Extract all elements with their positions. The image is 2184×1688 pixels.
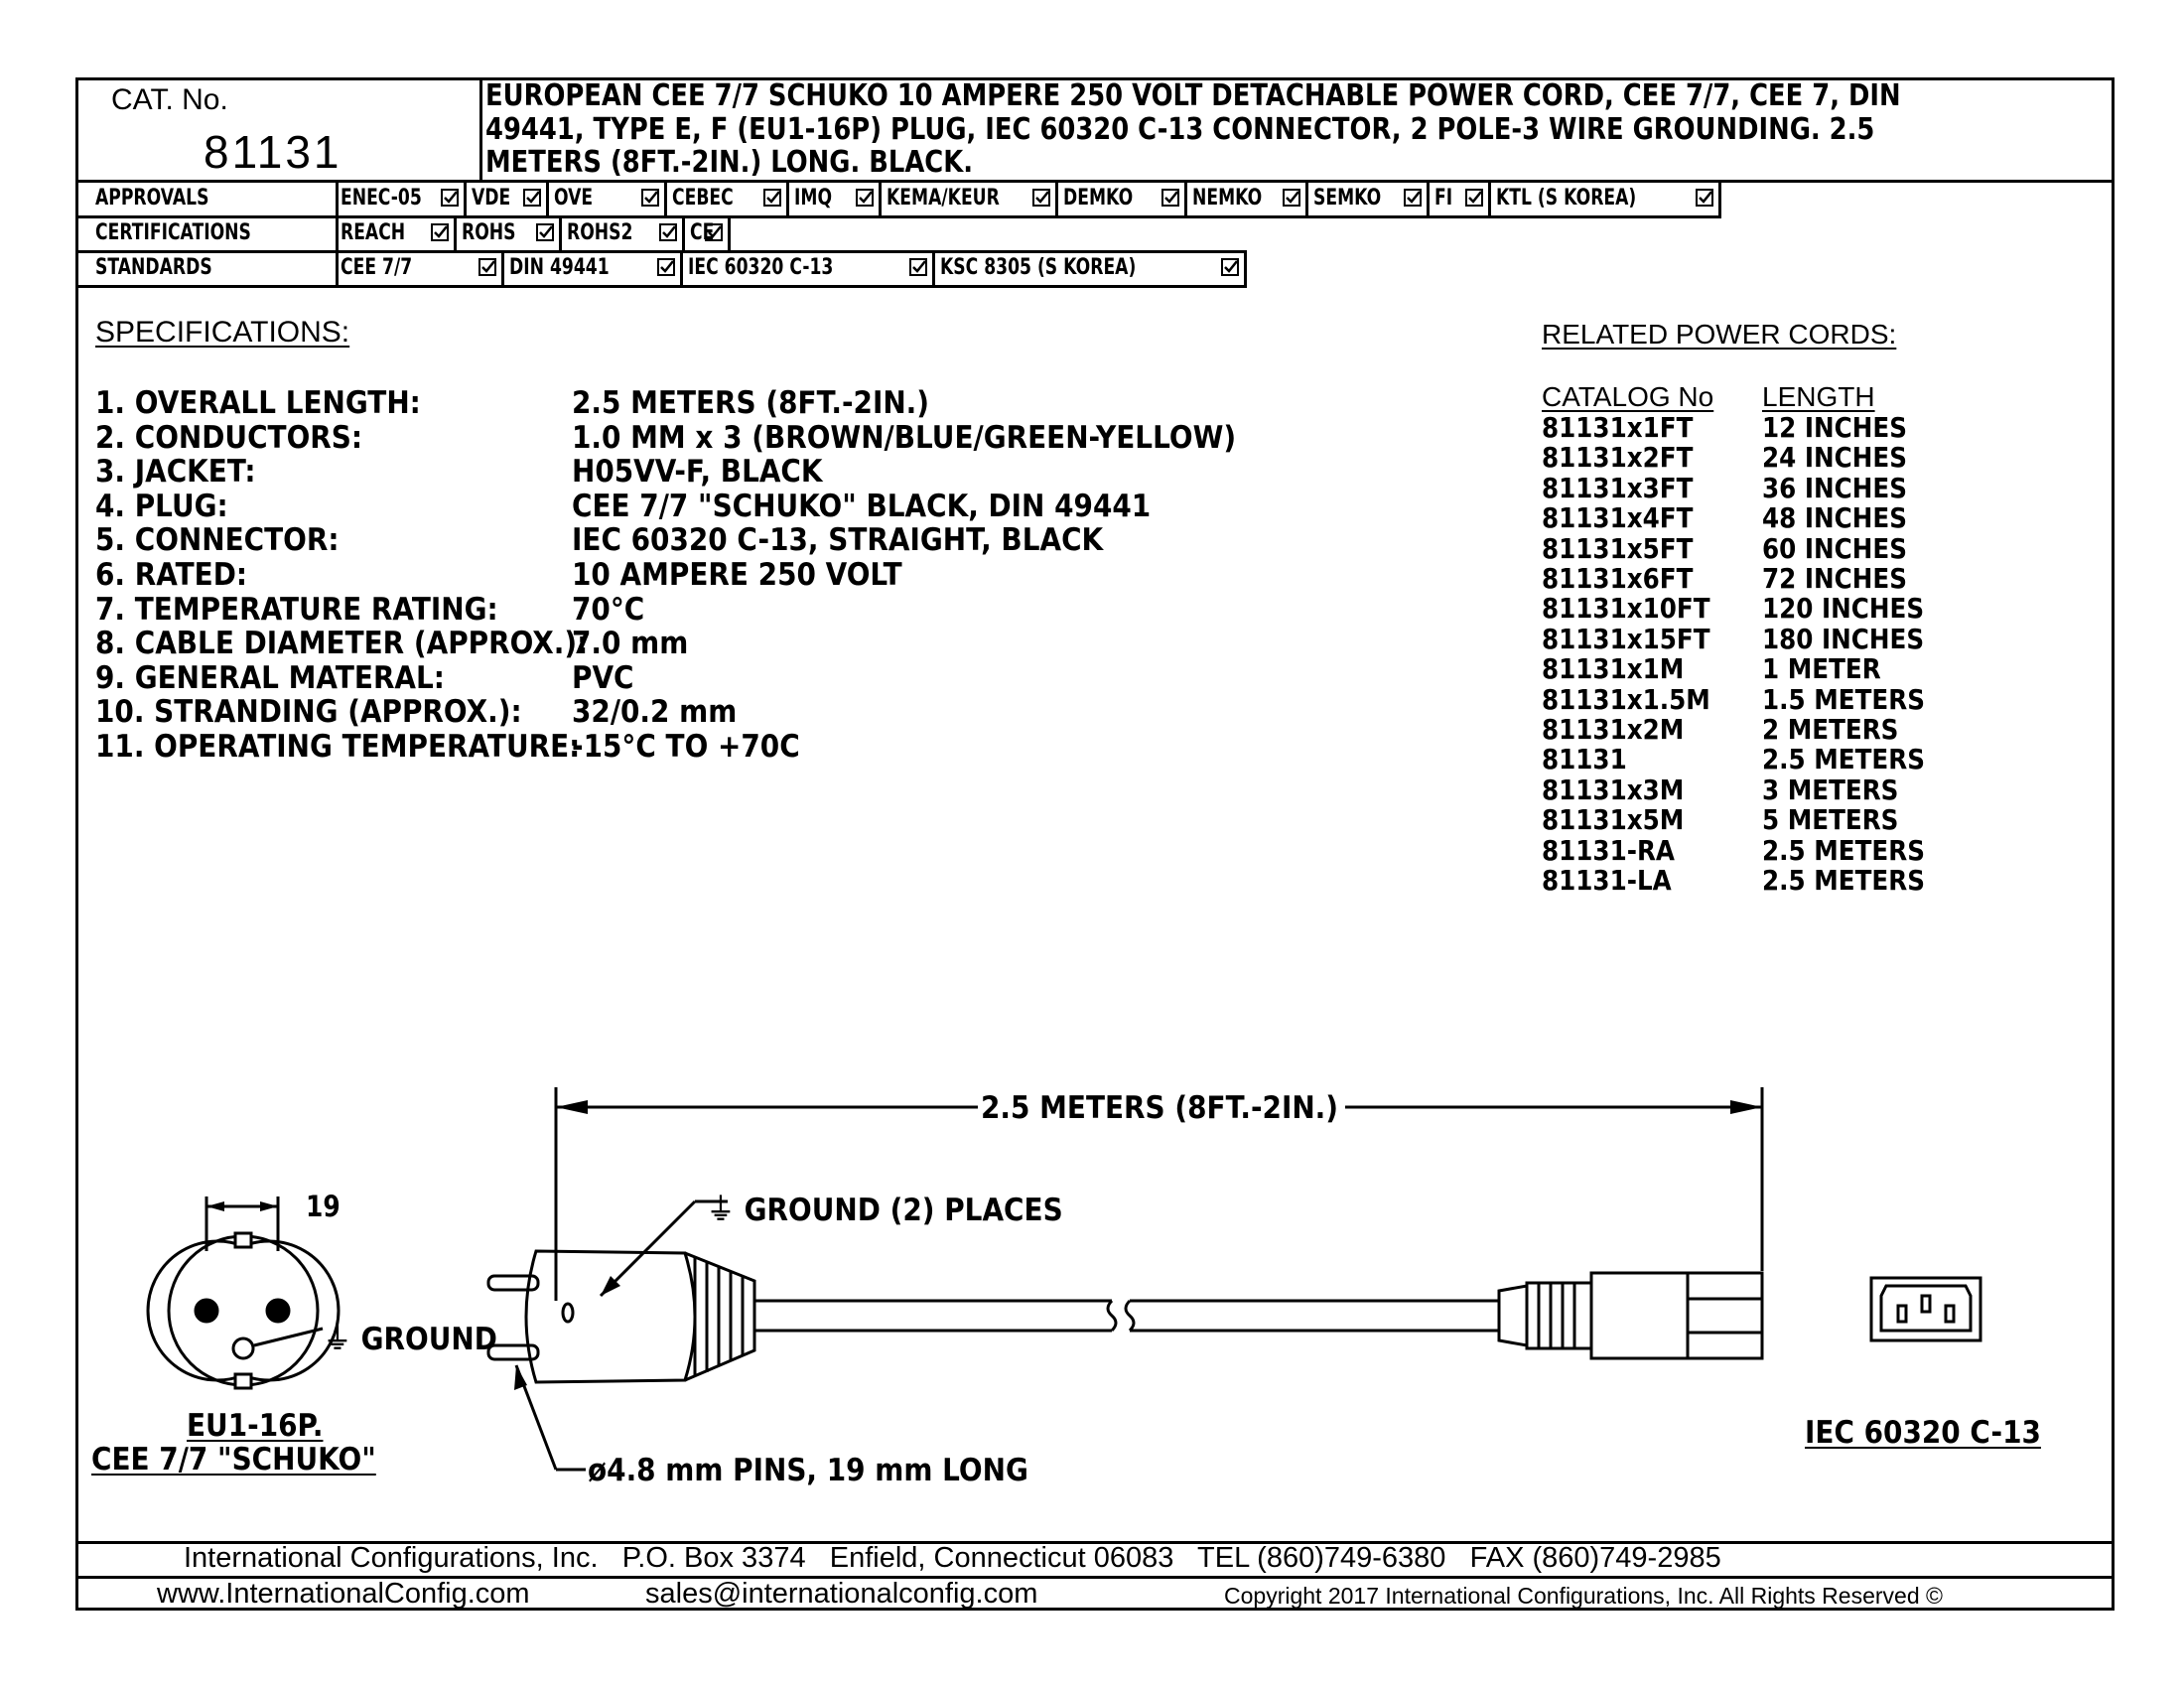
spec-label: 1. OVERALL LENGTH: [95,385,421,421]
spec-value: 2.5 METERS (8FT.-2IN.) [572,385,930,421]
related-catalog: 81131x4FT [1542,501,1694,535]
connector-front-view [1871,1278,1980,1340]
plug-caption-2: CEE 7/7 "SCHUKO" [91,1442,376,1477]
related-length: 1 METER [1762,652,1881,686]
standards-item-label: KSC 8305 (S KOREA) [940,255,1137,280]
related-catalog: 81131x3M [1542,773,1685,806]
cat-number: 81131 [204,126,342,178]
related-length: 36 INCHES [1762,471,1907,504]
related-length: 5 METERS [1762,803,1899,837]
spec-value: H05VV-F, BLACK [572,454,823,491]
footer-copyright: Copyright 2017 International Configurations, Inc. All Rights Reserved © [1224,1583,1943,1609]
certifications-item-label: ROHS [462,220,516,245]
spec-value: 70°C [572,591,645,628]
approvals-item-label: KEMA/KEUR [887,186,1000,211]
related-col-catalog: CATALOG No [1542,381,1714,412]
certifications-item-label: REACH [341,220,406,245]
related-catalog: 81131-LA [1542,864,1672,897]
related-length: 24 INCHES [1762,441,1907,475]
related-length: 12 INCHES [1762,411,1907,444]
approvals-item-label: FI [1434,186,1453,211]
spec-value: PVC [572,659,634,696]
related-length: 3 METERS [1762,773,1899,806]
description-line-2: 49441, TYPE E, F (EU1-16P) PLUG, IEC 60320 C-13 CONNECTOR, 2 POLE-3 WIRE GROUNDING. 2.5 [485,112,1875,147]
related-catalog: 81131x6FT [1542,562,1694,595]
approvals-item-label: VDE [472,186,511,211]
related-length: 2 METERS [1762,713,1899,746]
pins-note: ø4.8 mm PINS, 19 mm LONG [588,1453,1028,1488]
approvals-item-label: CEBEC [672,186,734,211]
spec-label: 9. GENERAL MATERAL: [95,659,445,696]
standards-label: STANDARDS [95,255,212,280]
related-catalog: 81131x3FT [1542,471,1694,504]
plug-side-view [488,1251,1499,1382]
spec-value: 10 AMPERE 250 VOLT [572,557,902,593]
related-catalog: 81131x1M [1542,652,1685,686]
related-length: 72 INCHES [1762,562,1907,595]
standards-item-label: IEC 60320 C-13 [688,255,834,280]
spec-label: 7. TEMPERATURE RATING: [95,591,498,628]
plug-front-view [148,1196,339,1388]
specifications-title: SPECIFICATIONS: [95,316,350,349]
certifications-label: CERTIFICATIONS [95,220,251,245]
spec-label: 11. OPERATING TEMPERATURE: [95,729,581,765]
related-length: 1.5 METERS [1762,682,1925,716]
approvals-item-label: OVE [554,186,594,211]
spec-label: 2. CONDUCTORS: [95,419,363,456]
certifications-item-label: CE [690,220,715,245]
description-line-1: EUROPEAN CEE 7/7 SCHUKO 10 AMPERE 250 VOLT DETACHABLE POWER CORD, CEE 7/7, CEE 7, DIN [485,78,1901,113]
plug-caption-1: EU1-16P. [187,1408,324,1444]
spec-value: -15°C TO +70C [572,729,800,765]
cat-label: CAT. No. [111,83,228,116]
related-length: 180 INCHES [1762,622,1925,655]
footer-address: International Configurations, Inc. P.O. Box 3374 Enfield, Connecticut 06083 TEL (860)749-6380 FAX (860)749-2985 [184,1542,1721,1574]
related-length: 2.5 METERS [1762,833,1925,867]
related-catalog: 81131-RA [1542,833,1675,867]
related-catalog: 81131x5M [1542,803,1685,837]
spec-label: 8. CABLE DIAMETER (APPROX.): [95,626,589,662]
approvals-item-label: KTL (S KOREA) [1496,186,1637,211]
related-catalog: 81131x10FT [1542,592,1710,626]
approvals-item-label: DEMKO [1063,186,1134,211]
description-line-3: METERS (8FT.-2IN.) LONG. BLACK. [485,145,974,180]
related-length: 120 INCHES [1762,592,1925,626]
footer-email[interactable]: sales@internationalconfig.com [645,1578,1038,1610]
related-col-length: LENGTH [1762,381,1875,412]
related-catalog: 81131x5FT [1542,531,1694,565]
spec-value: 1.0 MM x 3 (BROWN/BLUE/GREEN-YELLOW) [572,419,1237,456]
related-catalog: 81131x15FT [1542,622,1710,655]
spec-label: 4. PLUG: [95,488,228,524]
spec-label: 3. JACKET: [95,454,256,491]
approvals-item-label: SEMKO [1313,186,1382,211]
spec-label: 10. STRANDING (APPROX.): [95,694,522,731]
dimension-19-label: 19 [306,1190,341,1223]
related-catalog: 81131x2M [1542,713,1685,746]
connector-caption: IEC 60320 C-13 [1805,1415,2041,1451]
spec-value: IEC 60320 C-13, STRAIGHT, BLACK [572,522,1104,559]
related-catalog: 81131x2FT [1542,441,1694,475]
related-length: 2.5 METERS [1762,864,1925,897]
related-length: 48 INCHES [1762,501,1907,535]
spec-value: 32/0.2 mm [572,694,738,731]
related-catalog: 81131x1FT [1542,411,1694,444]
spec-value: 7.0 mm [572,626,689,662]
ground-places-label: ⏚ GROUND (2) PLACES [707,1193,1063,1228]
ground-label: ⏚ GROUND [324,1322,497,1357]
approvals-item-label: NEMKO [1192,186,1263,211]
length-dimension-label: 2.5 METERS (8FT.-2IN.) [981,1090,1339,1126]
related-title: RELATED POWER CORDS: [1542,319,1897,350]
approvals-item-label: IMQ [794,186,833,211]
related-length: 2.5 METERS [1762,743,1925,776]
related-catalog: 81131x1.5M [1542,682,1710,716]
standards-item-label: CEE 7/7 [341,255,413,280]
certifications-item-label: ROHS2 [567,220,633,245]
spec-label: 5. CONNECTOR: [95,522,340,559]
approvals-item-label: ENEC-05 [341,186,422,211]
approvals-label: APPROVALS [95,186,209,211]
standards-item-label: DIN 49441 [509,255,610,280]
related-length: 60 INCHES [1762,531,1907,565]
footer-website[interactable]: www.InternationalConfig.com [157,1578,530,1610]
spec-value: CEE 7/7 "SCHUKO" BLACK, DIN 49441 [572,488,1152,524]
related-catalog: 81131 [1542,743,1627,776]
connector-side-view [1499,1273,1762,1358]
spec-label: 6. RATED: [95,557,248,593]
